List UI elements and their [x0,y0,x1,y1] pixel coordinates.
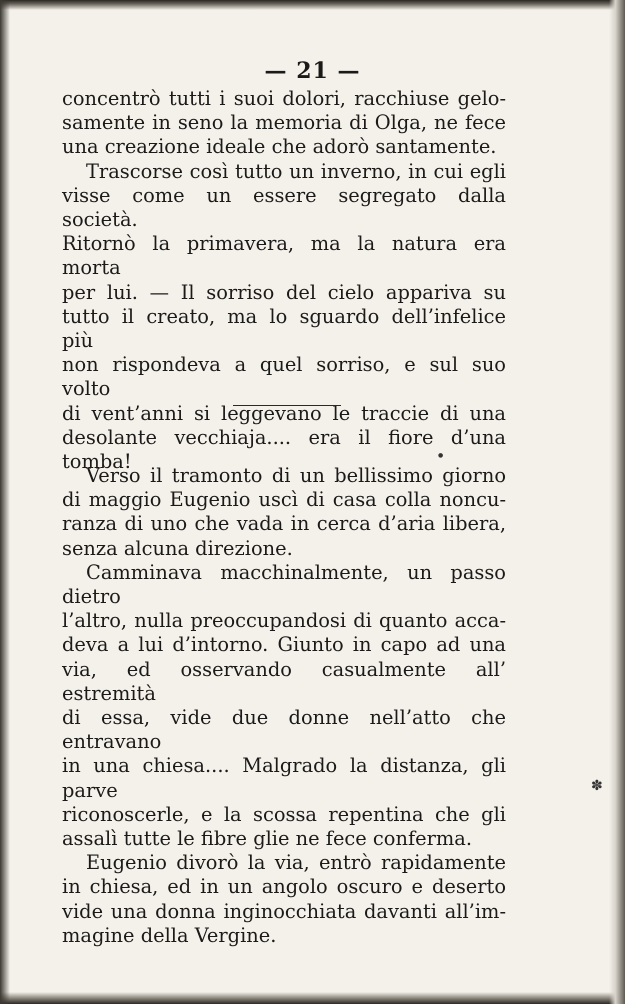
page-right-edge [609,0,625,1004]
text-line: visse come un essere segregato dalla società. [62,183,506,232]
text-line: l’altro, nulla preoccupandosi di quanto acca- [62,609,506,633]
paragraph [62,232,506,280]
paragraph [62,658,506,706]
text-line: di maggio Eugenio uscì di casa colla noncu- [62,488,506,512]
text-line: concentrò tutti i suoi dolori, racchiuse gelo- [62,87,506,110]
paragraph [62,851,506,875]
text-line: una creazione ideale che adorò santamente. [62,135,497,159]
ink-dot-icon: ● [438,452,444,459]
text-line: di vent’anni si leggevano le traccie di una [62,401,506,425]
paragraph [62,184,506,232]
paragraph-end [62,924,506,948]
page-left-edge [0,0,10,1004]
page-top-edge [0,0,625,10]
page-bottom-edge [0,992,625,1004]
paragraph [62,706,506,754]
paragraph [62,754,506,802]
paragraph [62,464,506,488]
paragraph [62,512,506,536]
text-line: non rispondeva a quel sorriso, e sul suo volto [62,353,506,401]
text-line: Camminava macchinalmente, un passo dietro [62,560,506,609]
paragraph [62,305,506,353]
text-line: riconoscerle, e la scossa repentina che gli [62,802,506,826]
text-line: in una chiesa.... Malgrado la distanza, gli parve [62,754,506,802]
text-line: vide una donna inginocchiata davanti all’im- [62,899,506,923]
text-line: Ritornò la primavera, ma la natura era morta [62,232,506,280]
paragraph [62,875,506,899]
paragraph [62,281,506,305]
text-block-1 [62,87,506,474]
text-line: ranza di uno che vada in cerca d’aria libera, [62,512,506,536]
text-line: deva a lui d’intorno. Giunto in capo ad una [62,633,506,657]
text-line: Eugenio divorò la via, entrò rapidamente [86,851,506,875]
text-block-2 [62,464,506,948]
text-line: assalì tutte le fibre glie ne fece conferma. [62,827,472,851]
text-line: Trascorse così tutto un inverno, in cui egli [86,159,506,183]
text-line: via, ed osservando casualmente all’ estremità [62,657,506,705]
paragraph-end [62,827,506,851]
section-divider [233,405,341,406]
text-line: magine della Vergine. [62,923,277,947]
text-line: desolante vecchiaja.... era il fiore d’una tomba! [62,425,506,474]
text-line: in chiesa, ed in un angolo oscuro e deserto [62,875,506,899]
paragraph [62,609,506,633]
text-line: senza alcuna direzione. [62,536,293,560]
paragraph [62,160,506,184]
paragraph [62,561,506,609]
ink-speck-icon: ✽ [591,778,603,794]
text-line: tutto il creato, ma lo sguardo dell’infelice più [62,304,506,353]
text-line: di essa, vide due donne nell’atto che entravano [62,706,506,754]
paragraph [62,633,506,657]
paragraph-end [62,135,506,159]
text-line: Verso il tramonto di un bellissimo giorno [86,464,506,487]
paragraph [62,803,506,827]
page-number: — 21 — [264,58,361,84]
paragraph [62,353,506,401]
paragraph [62,488,506,512]
paragraph [62,900,506,924]
text-line: samente in seno la memoria di Olga, ne fece [62,111,506,135]
text-line: per lui. — Il sorriso del cielo appariva su [62,280,506,304]
paragraph [62,87,506,135]
paragraph-end [62,537,506,561]
